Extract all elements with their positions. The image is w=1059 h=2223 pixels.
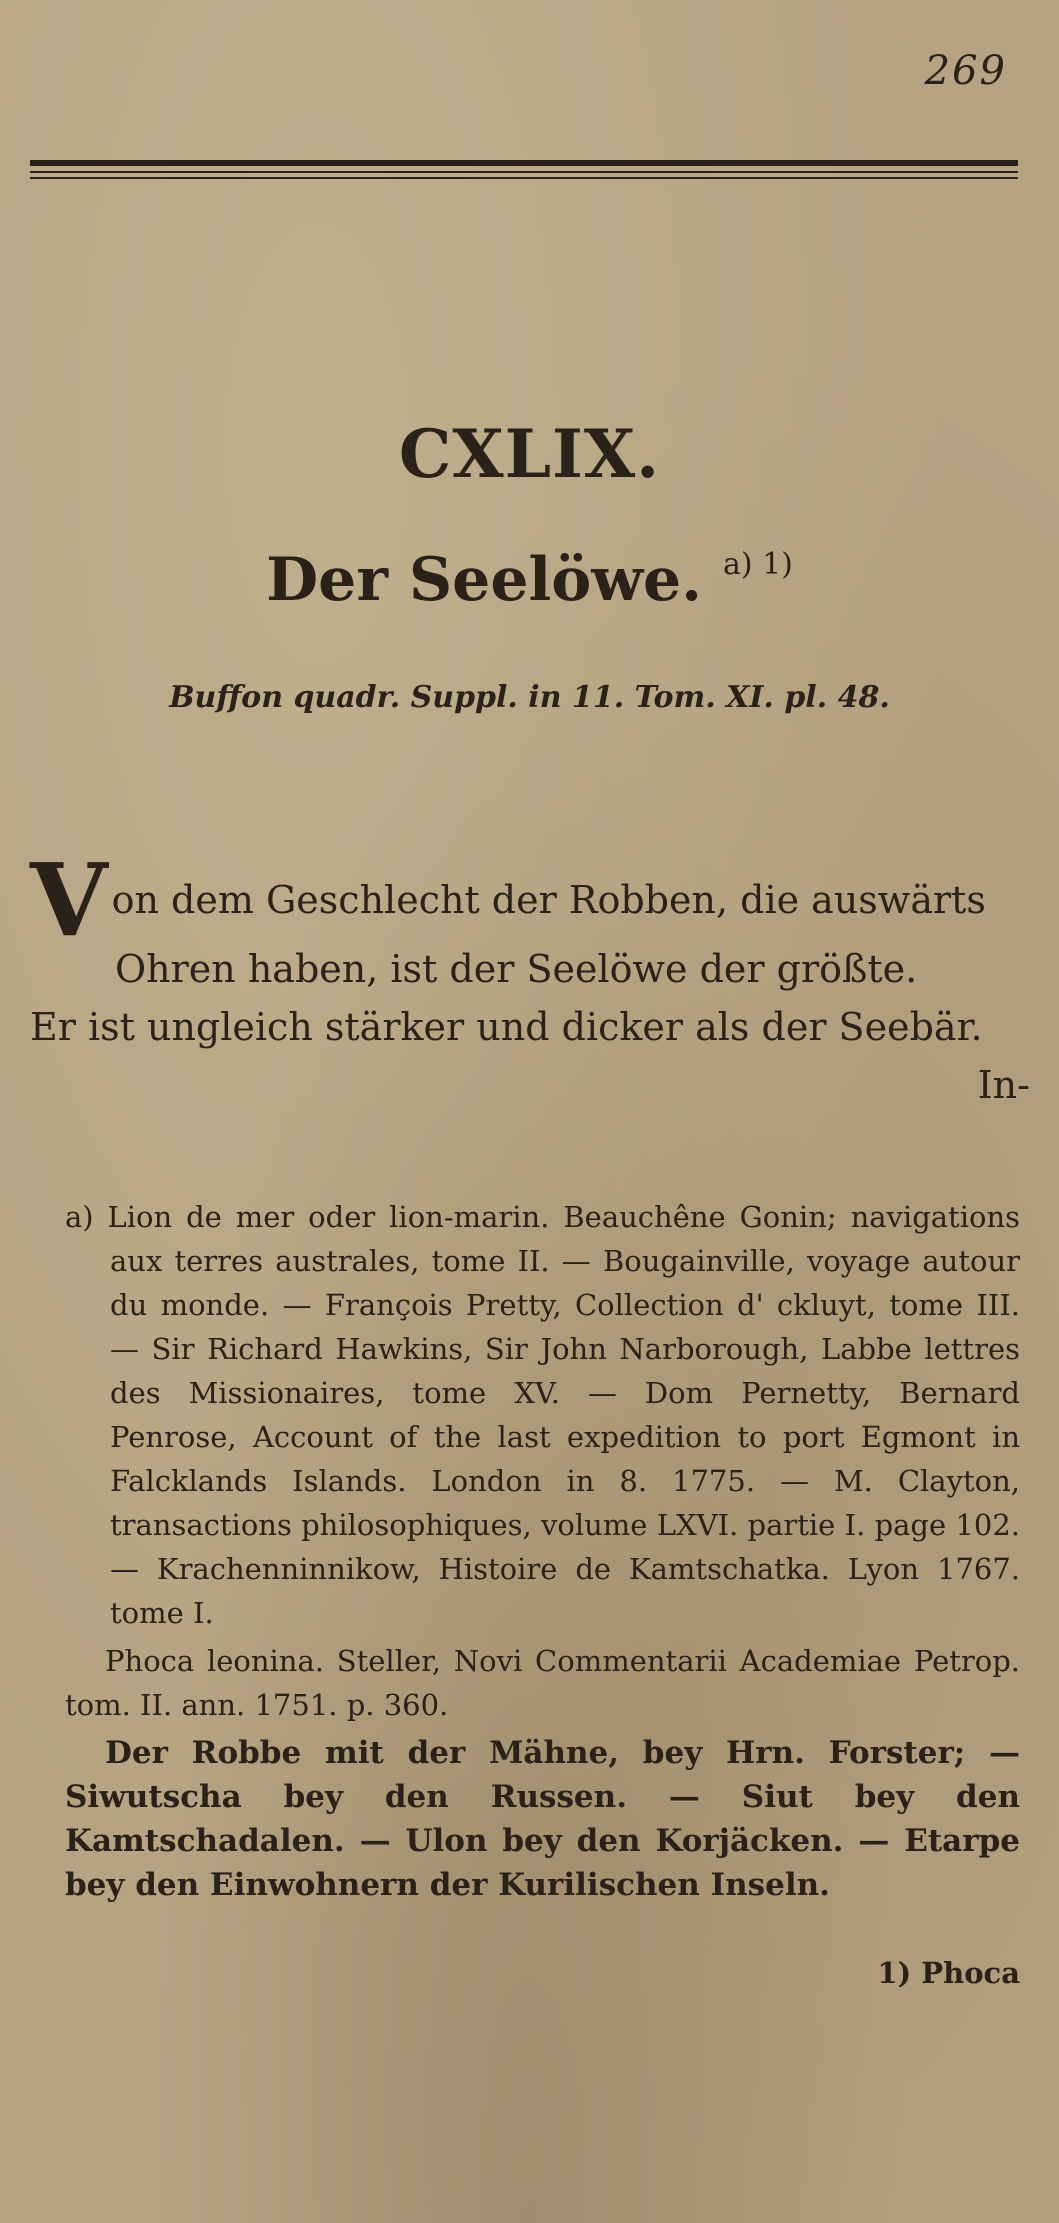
chapter-number: CXLIX. [398,415,661,493]
body-line [30,841,1030,959]
drop-cap: V [30,841,108,959]
chapter-title-text: Der Seelöwe. [266,545,703,615]
footnote-a: a) Lion de mer oder lion-marin. Beauchêne Gonin; navigations aux terres australes, tome II. — Bougainville, voyage autour du monde. — François Pretty, Collection d' ckluyt, tome III. — Sir Richard Hawkins, Sir John Narborough, Labbe lettres des Missionaires, tome XV. — Dom Pernetty, Bernard Penrose, Account of the last expedition to port Egmont in Falcklands Islands. London in 8. 1775. — M. Clayton, transactions philosophiques, volume LXVI. partie I. page 102. — Krachenninnikow, Histoire de Kamtschatka. Lyon 1767. tome I. [65,1200,1020,1630]
rule-thin-line [30,171,1018,173]
chapter-title [0,545,1059,615]
body-catchword: In- [977,1063,1030,1107]
footnotes [65,1195,1020,1999]
rule-thick-line [30,160,1018,166]
body-line: Er ist ungleich stärker und dicker als der Seebär. [30,1005,983,1049]
header-rule [30,160,1018,182]
rule-thin-line [30,177,1018,179]
body-line-text: on dem Geschlecht der Robben, die auswärts [111,878,986,922]
page-number: 269 [924,48,1007,94]
footnote-phoca: Phoca leonina. Steller, Novi Commentarii Academiae Petrop. tom. II. ann. 1751. p. 360. [65,1644,1020,1722]
footnote-catchword: 1) Phoca [877,1956,1020,1990]
body-line: Ohren haben, ist der Seelöwe der größte. [115,947,918,991]
body-text [30,841,1030,1114]
chapter-title-footnote-marks: a) 1) [722,547,793,582]
source-reference: Buffon quadr. Suppl. in 11. Tom. XI. pl. 48. [169,680,890,715]
footnote-vernacular-names: Der Robbe mit der Mähne, bey Hrn. Forster; — Siwutscha bey den Russen. — Siut bey den Kamtschadalen. — Ulon bey den Korjäcken. — Etarpe bey den Einwohnern der Kurilischen Inseln. [65,1735,1020,1903]
